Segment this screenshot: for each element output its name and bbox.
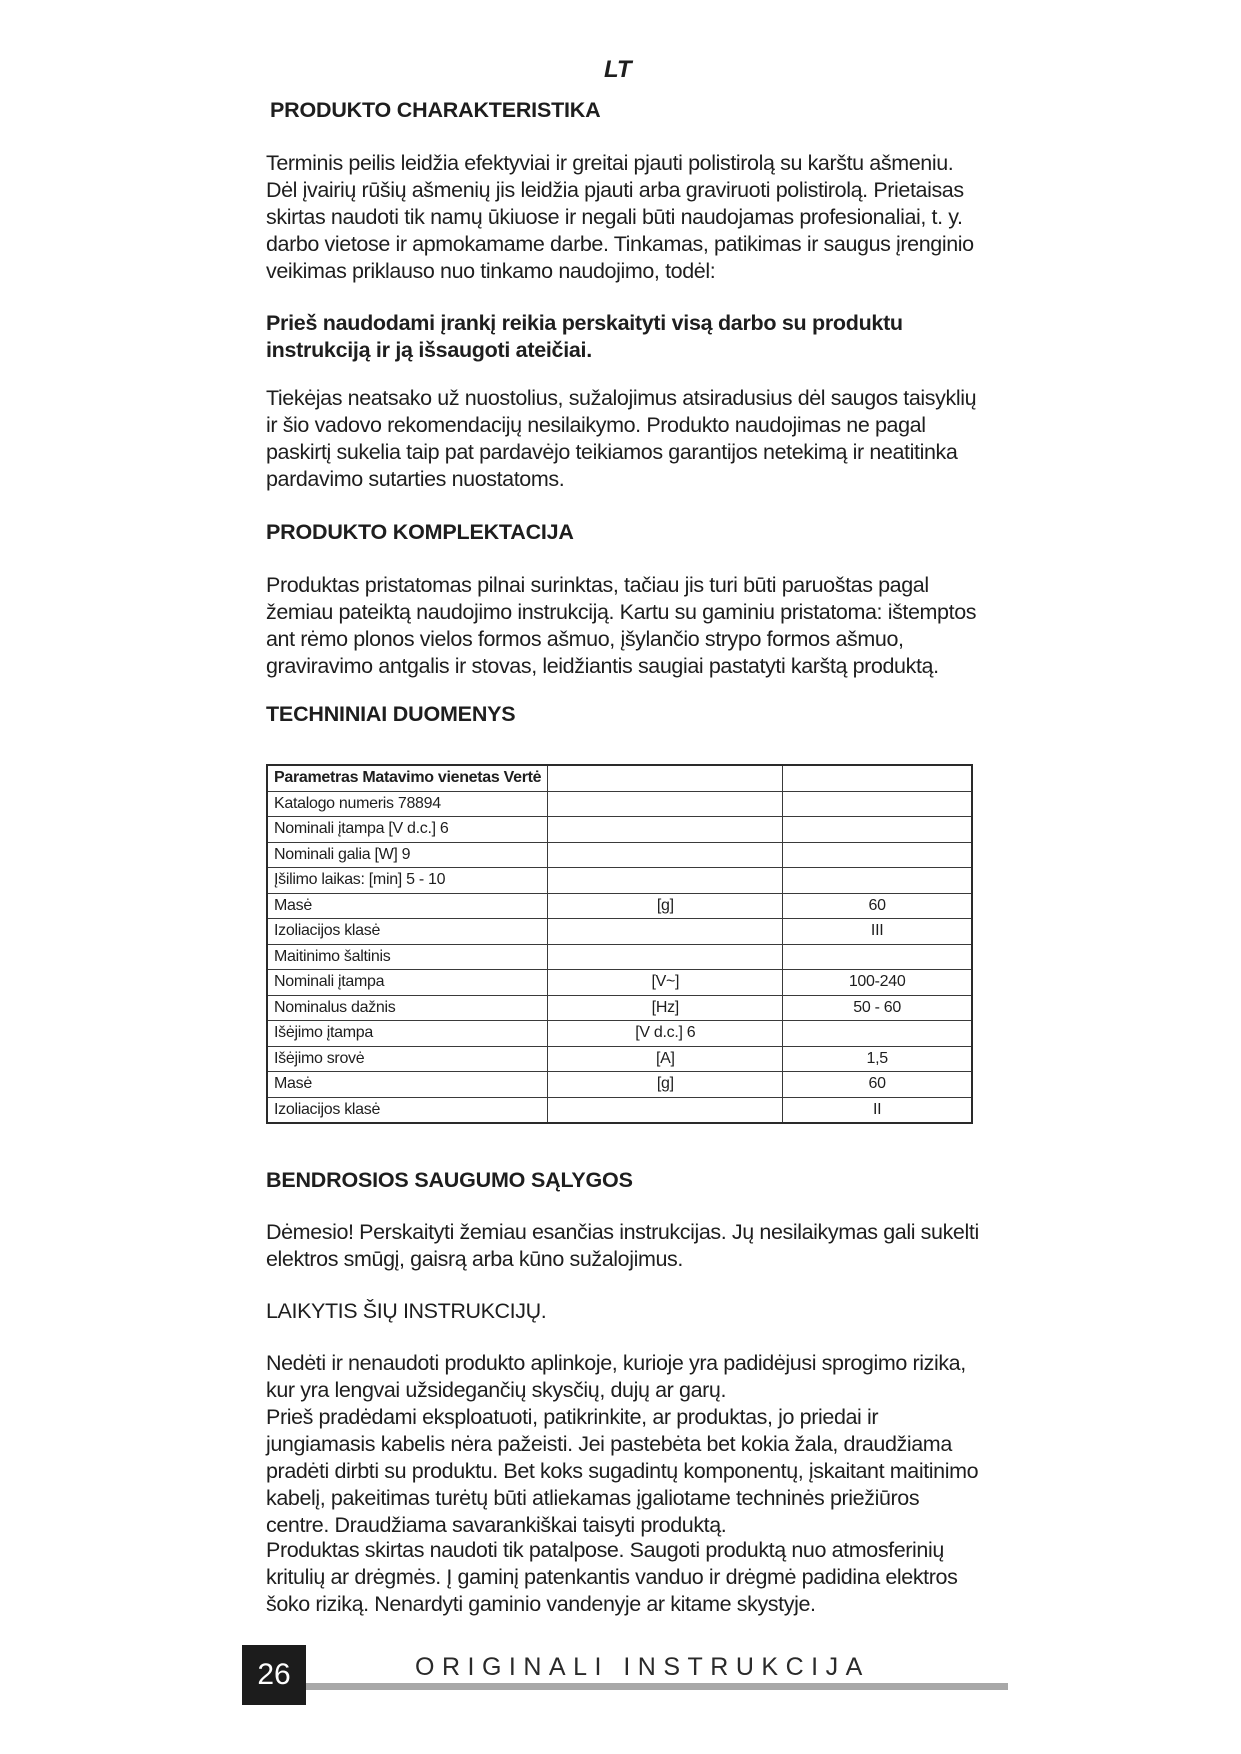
table-cell: Įšilimo laikas: [min] 5 - 10 (267, 868, 548, 894)
table-cell: Katalogo numeris 78894 (267, 791, 548, 817)
table-cell: III (783, 919, 972, 945)
table-row (267, 1097, 972, 1123)
table-cell: Nominalus dažnis (267, 995, 548, 1021)
table-cell: Nominali įtampa [V d.c.] 6 (267, 817, 548, 843)
footer-rule (306, 1683, 1008, 1690)
section-title-safety: BENDROSIOS SAUGUMO SĄLYGOS (266, 1168, 633, 1192)
table-row (267, 842, 972, 868)
technical-data-table (266, 764, 973, 1124)
table-cell: Išėjimo srovė (267, 1046, 548, 1072)
table-cell (783, 791, 972, 817)
characteristics-warning-paragraph: Prieš naudodami įrankį reikia perskaityti visą darbo su produktu instrukciją ir ją išsaugoti ateičiai. (266, 311, 903, 362)
table-cell: 100-240 (783, 970, 972, 996)
table-row (267, 1072, 972, 1098)
table-cell (548, 1097, 783, 1123)
section-title-characteristics: PRODUKTO CHARAKTERISTIKA (270, 98, 601, 122)
section-title-tech: TECHNINIAI DUOMENYS (266, 702, 516, 726)
table-cell: [g] (548, 1072, 783, 1098)
footer-label: ORIGINALI INSTRUKCIJA (415, 1653, 870, 1681)
table-cell: 50 - 60 (783, 995, 972, 1021)
safety-paragraph-4: Prieš pradėdami eksploatuoti, patikrinkite, ar produktas, jo priedai ir jungiamasis kabelis nėra pažeisti. Jei pastebėta bet kokia žala, draudžiama pradėti dirbti su produktu. Bet koks sugadintų komponentų, įskaitant maitinimo kabelį, pakeitimas turėtų būti atliekamas įgaliotame techninės priežiūros centre. Draudžiama savarankiškai taisyti produktą. (266, 1405, 979, 1537)
table-row (267, 791, 972, 817)
table-row (267, 817, 972, 843)
table-cell (548, 842, 783, 868)
table-row (267, 868, 972, 894)
characteristics-paragraph-3: Tiekėjas neatsako už nuostolius, sužalojimus atsiradusius dėl saugos taisyklių ir šio vadovo rekomendacijų nesilaikymo. Produkto naudojimas ne pagal paskirtį sukelia taip pat pardavėjo teikiamos garantijos netekimą ir neatitinka pardavimo sutarties nuostatoms. (266, 386, 977, 491)
table-cell (783, 765, 972, 791)
table-row (267, 944, 972, 970)
table-cell: Parametras Matavimo vienetas Vertė (267, 765, 548, 791)
table-row (267, 919, 972, 945)
table-cell: Izoliacijos klasė (267, 1097, 548, 1123)
table-cell: Masė (267, 1072, 548, 1098)
table-cell (783, 1021, 972, 1047)
table-cell: [g] (548, 893, 783, 919)
table-row (267, 995, 972, 1021)
table-cell (783, 817, 972, 843)
table-cell: Nominali įtampa (267, 970, 548, 996)
table-cell: Maitinimo šaltinis (267, 944, 548, 970)
safety-paragraph-2: LAIKYTIS ŠIŲ INSTRUKCIJŲ. (266, 1299, 547, 1323)
table-cell (548, 791, 783, 817)
safety-paragraph-3: Nedėti ir nenaudoti produkto aplinkoje, kurioje yra padidėjusi sprogimo rizika, kur yra lengvai užsidegančių skysčių, dujų ar garų. (266, 1351, 966, 1402)
table-cell (783, 944, 972, 970)
safety-paragraph-1: Dėmesio! Perskaityti žemiau esančias instrukcijas. Jų nesilaikymas gali sukelti elektros smūgį, gaisrą arba kūno sužalojimus. (266, 1220, 979, 1271)
table-cell: II (783, 1097, 972, 1123)
safety-paragraph-5: Produktas skirtas naudoti tik patalpose. Saugoti produktą nuo atmosferinių kritulių ar drėgmės. Į gaminį patenkantis vanduo ir drėgmė padidina elektros šoko riziką. Nenardyti gaminio vandenyje ar kitame skystyje. (266, 1538, 958, 1616)
characteristics-paragraph-1: Terminis peilis leidžia efektyviai ir greitai pjauti polistirolą su karštu ašmeniu. Dėl įvairių rūšių ašmenių jis leidžia pjauti arba graviruoti polistirolą. Prietaisas skirtas naudoti tik namų ūkiuose ir negali būti naudojamas profesionaliai, t. y. darbo vietose ir apmokamame darbe. Tinkamas, patikimas ir saugus įrenginio veikimas priklauso nuo tinkamo naudojimo, todėl: (266, 151, 974, 283)
table-cell (548, 817, 783, 843)
section-title-kit: PRODUKTO KOMPLEKTACIJA (266, 520, 574, 544)
table-cell: [Hz] (548, 995, 783, 1021)
table-cell: 1,5 (783, 1046, 972, 1072)
table-cell (783, 842, 972, 868)
table-cell: 60 (783, 1072, 972, 1098)
table-row (267, 1021, 972, 1047)
table-cell (548, 919, 783, 945)
table-cell: [V~] (548, 970, 783, 996)
table-cell (548, 868, 783, 894)
table-row (267, 970, 972, 996)
table-cell: [A] (548, 1046, 783, 1072)
table-row (267, 1046, 972, 1072)
table-cell (783, 868, 972, 894)
table-cell: Nominali galia [W] 9 (267, 842, 548, 868)
kit-paragraph: Produktas pristatomas pilnai surinktas, tačiau jis turi būti paruoštas pagal žemiau pateiktą naudojimo instrukciją. Kartu su gaminiu pristatoma: ištemptos ant rėmo plonos vielos formos ašmuo, įšylančio strypo formos ašmuo, graviravimo antgalis ir stovas, leidžiantis saugiai pastatyti karštą produktą. (266, 573, 977, 678)
table-cell: Išėjimo įtampa (267, 1021, 548, 1047)
table-cell: 60 (783, 893, 972, 919)
table-cell: [V d.c.] 6 (548, 1021, 783, 1047)
table-cell: Masė (267, 893, 548, 919)
language-code: LT (604, 56, 632, 83)
table-row (267, 893, 972, 919)
table-cell (548, 944, 783, 970)
table-cell (548, 765, 783, 791)
table-cell: Izoliacijos klasė (267, 919, 548, 945)
table-header-row (267, 765, 972, 791)
page-number: 26 (242, 1645, 306, 1705)
